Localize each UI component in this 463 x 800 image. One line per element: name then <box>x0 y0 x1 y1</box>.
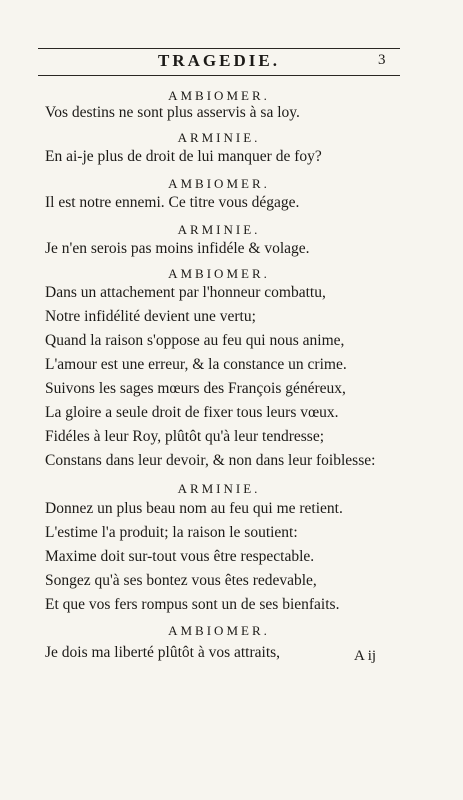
verse-line: L'amour est une erreur, & la constance un crime. <box>45 356 347 373</box>
verse-line: Je n'en serois pas moins infidéle & volage. <box>45 240 310 257</box>
verse-line: Dans un attachement par l'honneur combattu, <box>45 284 326 301</box>
verse-line: Et que vos fers rompus sont un de ses bienfaits. <box>45 596 340 613</box>
verse-line: Donnez un plus beau nom au feu qui me retient. <box>45 500 343 517</box>
verse-line: Vos destins ne sont plus asservis à sa loy. <box>45 104 300 121</box>
running-title: TRAGEDIE. <box>158 51 280 70</box>
speaker-heading: ARMINIE. <box>177 222 261 237</box>
verse-line: Je dois ma liberté plûtôt à vos attraits, <box>45 644 281 661</box>
header-rule <box>38 75 400 76</box>
verse-line: En ai-je plus de droit de lui manquer de foy? <box>45 148 322 165</box>
speaker-heading: ARMINIE. <box>177 481 261 496</box>
speaker-heading: AMBIOMER. <box>168 266 270 281</box>
signature-mark: A ij <box>354 648 377 664</box>
page-number: 3 <box>378 52 386 68</box>
verse-line: Notre infidélité devient une vertu; <box>45 308 256 325</box>
speaker-heading: AMBIOMER. <box>168 623 270 638</box>
verse-line: Il est notre ennemi. Ce titre vous dégage. <box>45 194 300 211</box>
verse-line: L'estime l'a produit; la raison le soutient: <box>45 524 298 541</box>
speaker-heading: ARMINIE. <box>177 130 261 145</box>
verse-line: Songez qu'à ses bontez vous êtes redevable, <box>45 572 317 589</box>
verse-line: Suivons les sages mœurs des François généreux, <box>45 380 346 397</box>
verse-line: Fidéles à leur Roy, plûtôt qu'à leur tendresse; <box>45 428 324 445</box>
speaker-heading: AMBIOMER. <box>168 176 270 191</box>
top-rule <box>38 48 400 49</box>
verse-line: Quand la raison s'oppose au feu qui nous anime, <box>45 332 345 349</box>
speaker-heading: AMBIOMER. <box>168 88 270 103</box>
verse-line: Maxime doit sur-tout vous être respectable. <box>45 548 315 565</box>
verse-line: Constans dans leur devoir, & non dans leur foiblesse: <box>45 452 376 469</box>
verse-line: La gloire a seule droit de fixer tous leurs vœux. <box>45 404 339 421</box>
